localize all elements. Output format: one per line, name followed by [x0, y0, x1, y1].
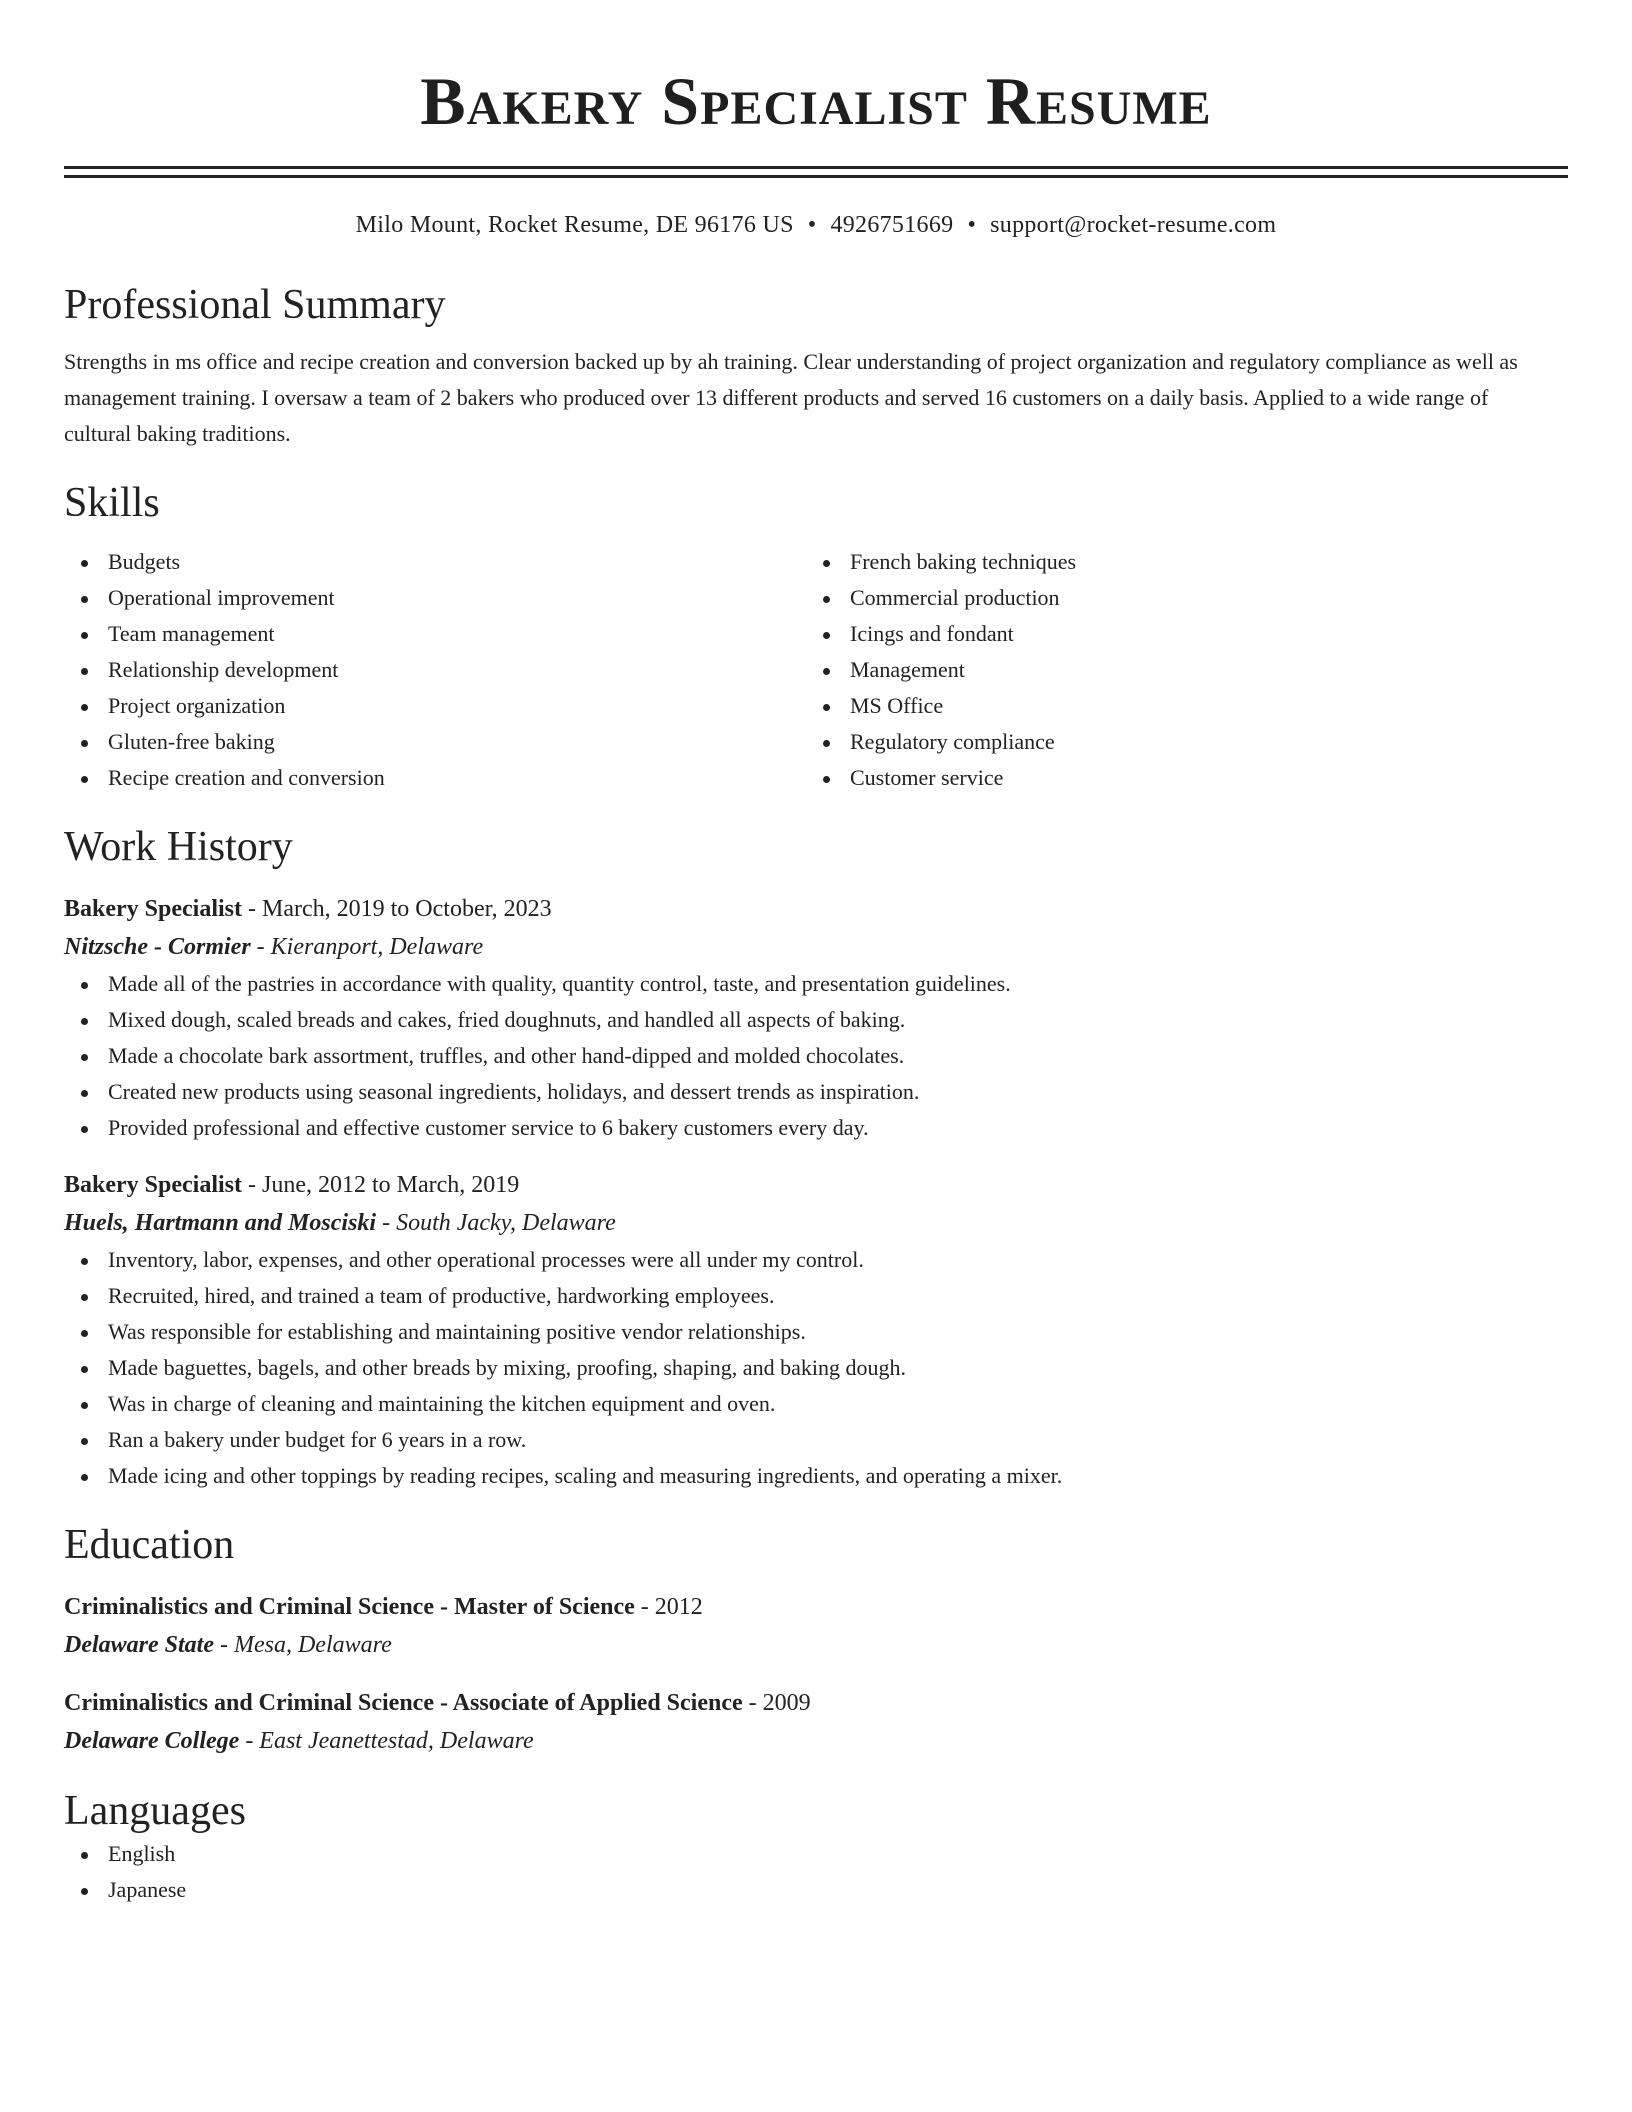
job-dates: - March, 2019 to October, 2023: [242, 896, 552, 922]
skill-item: MS Office: [806, 688, 1548, 724]
job-title: Bakery Specialist: [64, 1172, 242, 1198]
education-location: - East Jeanettestad, Delaware: [239, 1728, 534, 1754]
resume-page: [64, 0, 1568, 1908]
contact-line: [64, 210, 1568, 240]
skill-item: Budgets: [64, 544, 806, 580]
job-duty: Ran a bakery under budget for 6 years in a row.: [64, 1422, 1568, 1458]
skill-item: Gluten-free baking: [64, 724, 806, 760]
job-duty: Was in charge of cleaning and maintaining the kitchen equipment and oven.: [64, 1386, 1568, 1422]
education-entry: [64, 1588, 1568, 1664]
job-company: Huels, Hartmann and Mosciski: [64, 1210, 377, 1236]
work-history-heading: Work History: [64, 824, 293, 870]
job-employer: [64, 928, 1568, 966]
skill-item: Management: [806, 652, 1548, 688]
job-company: Nitzsche - Cormier: [64, 934, 251, 960]
education-header: [64, 1588, 1568, 1626]
job-dates: - June, 2012 to March, 2019: [242, 1172, 520, 1198]
contact-separator: •: [967, 212, 977, 238]
contact-separator: •: [807, 212, 817, 238]
job-duty: Made icing and other toppings by reading recipes, scaling and measuring ingredients, and operating a mixer.: [64, 1458, 1568, 1494]
job-entry: [64, 890, 1568, 1146]
skill-item: Team management: [64, 616, 806, 652]
job-entry: [64, 1166, 1568, 1494]
skill-item: Recipe creation and conversion: [64, 760, 806, 796]
resume-title: Bakery Specialist Resume: [420, 63, 1212, 139]
title-divider-top: [64, 166, 1568, 169]
job-duty: Made baguettes, bagels, and other breads by mixing, proofing, shaping, and baking dough.: [64, 1350, 1568, 1386]
skill-item: Icings and fondant: [806, 616, 1548, 652]
job-location: - Kieranport, Delaware: [250, 934, 484, 960]
skills-columns: [64, 544, 1568, 796]
education-header: [64, 1684, 1568, 1722]
language-item: English: [64, 1836, 1568, 1872]
skill-item: Commercial production: [806, 580, 1548, 616]
job-duty: Mixed dough, scaled breads and cakes, fried doughnuts, and handled all aspects of baking.: [64, 1002, 1568, 1038]
skill-item: Operational improvement: [64, 580, 806, 616]
job-duty: Inventory, labor, expenses, and other operational processes were all under my control.: [64, 1242, 1568, 1278]
skills-list-left: [64, 544, 806, 796]
education-school: Delaware College: [64, 1728, 240, 1754]
languages-list: [64, 1836, 1568, 1908]
job-duties: [64, 1242, 1568, 1494]
job-duty: Was responsible for establishing and maintaining positive vendor relationships.: [64, 1314, 1568, 1350]
skill-item: Customer service: [806, 760, 1548, 796]
job-duties: [64, 966, 1568, 1146]
education-heading: Education: [64, 1522, 235, 1568]
job-duty: Made a chocolate bark assortment, truffles, and other hand-dipped and molded chocolates.: [64, 1038, 1568, 1074]
contact-email: support@rocket-resume.com: [990, 212, 1277, 238]
title-divider-bottom: [64, 175, 1568, 178]
job-title: Bakery Specialist: [64, 896, 242, 922]
job-header: [64, 890, 1568, 928]
job-duty: Recruited, hired, and trained a team of productive, hardworking employees.: [64, 1278, 1568, 1314]
summary-text: Strengths in ms office and recipe creation and conversion backed up by ah training. Clear understanding of project organization and regulatory compliance as well as management training. I oversaw a team of 2 bakers who produced over 13 different products and served 16 customers on a daily basis. Applied to a wide range of cultural baking traditions.: [64, 349, 1518, 446]
skill-item: Project organization: [64, 688, 806, 724]
summary-heading: Professional Summary: [64, 282, 446, 328]
skills-heading: Skills: [64, 480, 160, 526]
job-duty: Made all of the pastries in accordance with quality, quantity control, taste, and presentation guidelines.: [64, 966, 1568, 1002]
education-location: - Mesa, Delaware: [214, 1632, 392, 1658]
languages-heading: Languages: [64, 1788, 246, 1834]
education-institution: [64, 1626, 1568, 1664]
job-duty: Created new products using seasonal ingredients, holidays, and dessert trends as inspiration.: [64, 1074, 1568, 1110]
job-employer: [64, 1204, 1568, 1242]
education-institution: [64, 1722, 1568, 1760]
skill-item: Relationship development: [64, 652, 806, 688]
skill-item: Regulatory compliance: [806, 724, 1548, 760]
education-year: - 2012: [634, 1594, 703, 1620]
language-item: Japanese: [64, 1872, 1568, 1908]
job-duty: Provided professional and effective customer service to 6 bakery customers every day.: [64, 1110, 1568, 1146]
contact-phone: 4926751669: [830, 212, 954, 238]
contact-address: Milo Mount, Rocket Resume, DE 96176 US: [355, 212, 794, 238]
education-degree: Criminalistics and Criminal Science - Associate of Applied Science: [64, 1690, 743, 1716]
education-school: Delaware State: [64, 1632, 214, 1658]
skills-list-right: [806, 544, 1548, 796]
education-entry: [64, 1684, 1568, 1760]
skill-item: French baking techniques: [806, 544, 1548, 580]
education-degree: Criminalistics and Criminal Science - Master of Science: [64, 1594, 635, 1620]
education-year: - 2009: [742, 1690, 811, 1716]
job-location: - South Jacky, Delaware: [376, 1210, 616, 1236]
job-header: [64, 1166, 1568, 1204]
